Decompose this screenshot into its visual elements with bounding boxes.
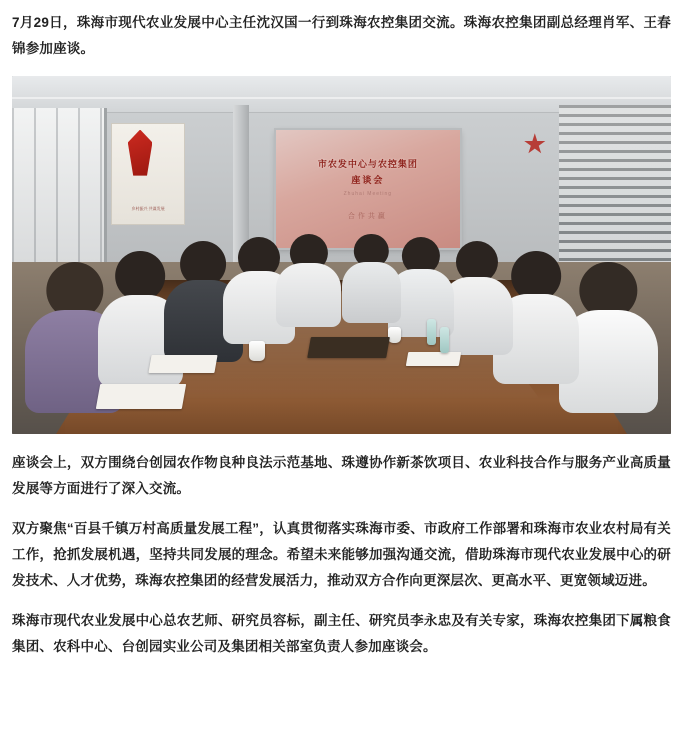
left-window bbox=[12, 108, 107, 262]
article-page bbox=[0, 10, 683, 660]
meeting-photo bbox=[12, 76, 671, 434]
participant-body bbox=[342, 262, 401, 323]
water-bottle bbox=[440, 327, 449, 353]
ceiling-light-strip bbox=[12, 97, 671, 99]
water-bottle bbox=[427, 319, 436, 345]
paragraph-4: 珠海市现代农业发展中心总农艺师、研究员容标，副主任、研究员李永忠及有关专家，珠海农控集团下属粮食集团、农科中心、台创园实业公司及集团相关部室负责人参加座谈会。 bbox=[12, 613, 671, 654]
tea-cup bbox=[249, 341, 265, 361]
wall-banner bbox=[111, 123, 185, 225]
tea-cup bbox=[388, 327, 401, 343]
window-blinds bbox=[559, 105, 671, 270]
nameplate bbox=[307, 337, 390, 358]
banner-text: 乡村振兴 共谋发展 bbox=[131, 205, 165, 211]
screen-title-line-2: 座谈会 bbox=[351, 174, 385, 185]
screen-footer-text: 合作共赢 bbox=[347, 212, 388, 220]
document-papers bbox=[95, 384, 185, 409]
screen-subtitle: Zhuhai Meeting bbox=[343, 190, 393, 197]
projection-screen bbox=[276, 130, 461, 248]
banner-emblem-icon bbox=[128, 130, 153, 176]
participant bbox=[342, 234, 401, 324]
meeting-photo-figure bbox=[12, 76, 671, 434]
paragraph-3: 双方聚焦“百县千镇万村高质量发展工程”，认真贯彻落实珠海市委、市政府工作部署和珠海市农业农村局有关工作，抢抓发展机遇，坚持共同发展的理念。希望未来能够加强沟通交流，借助珠海市现代农业发展中心的研发技术、人才优势，珠海农控集团的经营发展活力，推动双方合作向更深层次、更高水平、更宽领域迈进。 bbox=[12, 521, 671, 588]
participant bbox=[276, 234, 342, 327]
paragraph-1: 7月29日，珠海市现代农业发展中心主任沈汉国一行到珠海农控集团交流。珠海农控集团副总经理肖军、王春锦参加座谈。 bbox=[12, 15, 671, 56]
document-papers bbox=[406, 352, 461, 366]
document-papers bbox=[149, 355, 218, 373]
participant-body bbox=[276, 263, 342, 326]
screen-title-line-1: 市农发中心与农控集团 bbox=[317, 158, 418, 169]
participant-head bbox=[116, 251, 166, 301]
paragraph-2: 座谈会上，双方围绕台创园农作物良种良法示范基地、珠遵协作新茶饮项目、农业科技合作与服务产业高质量发展等方面进行了深入交流。 bbox=[12, 455, 671, 496]
